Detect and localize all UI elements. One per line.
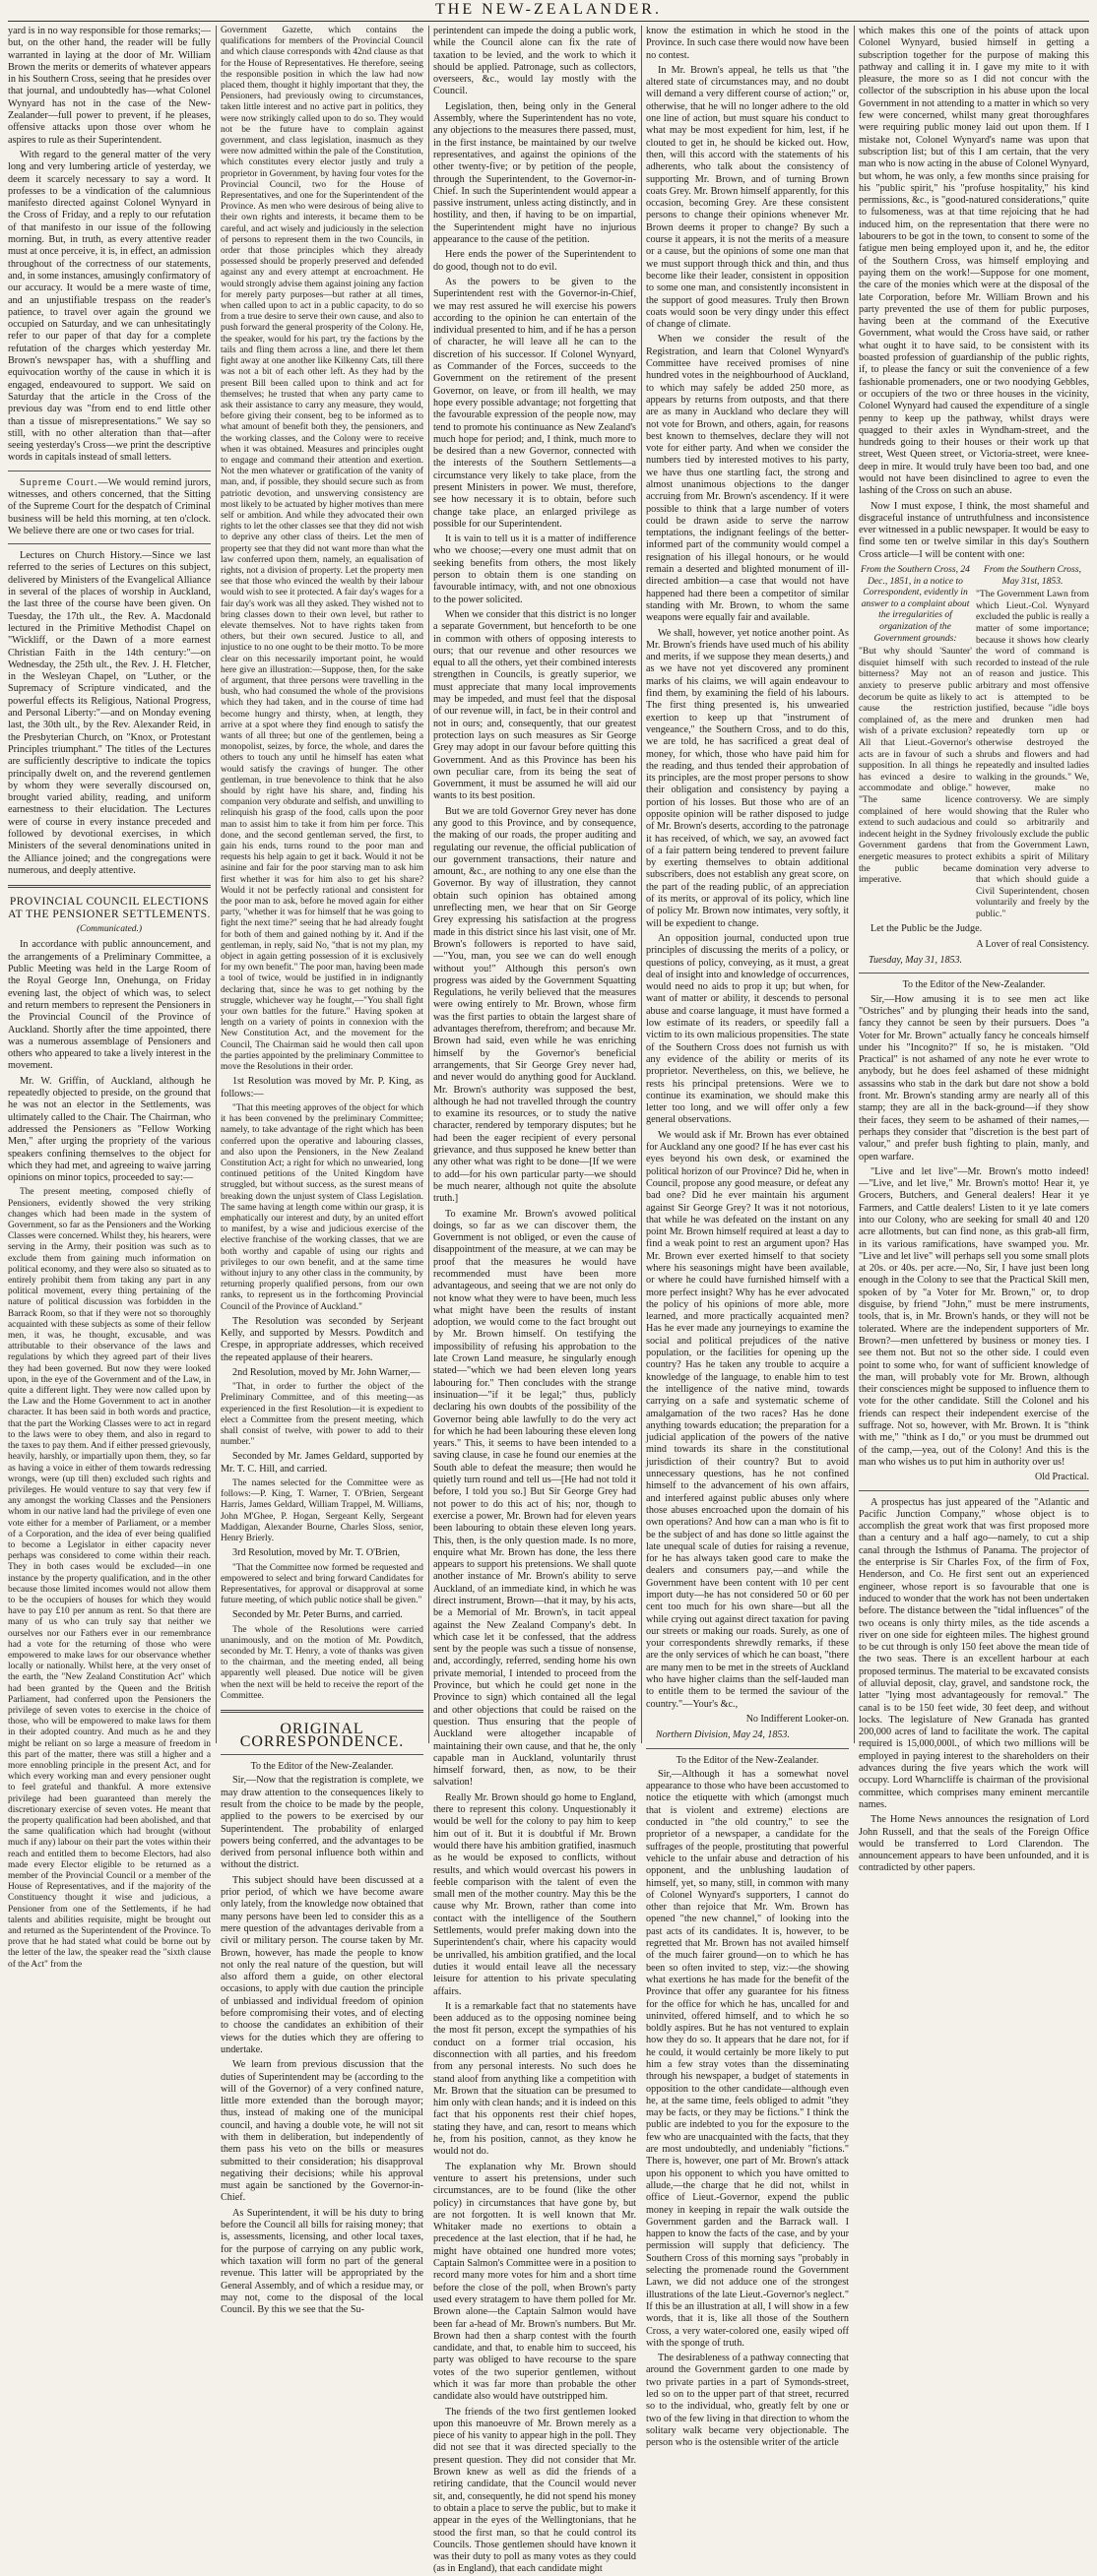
paragraph: With regard to the general matter of the very long and very lumbering article of yesterday, we deem it scarcely necessary to say a word. It professes to be a vindication of the calumnious manifesto directed against Colonel Wynyard in the Cross of Friday, and a reply to our refutation of that manifesto in our issue of the following morning. But, in truth, as every attentive reader must at once perceive, it is, in effect, an admission throughout of the correctness of our statements, and, in some instances, amusingly confirmatory of our accuracy. It would be a mere waste of time, and an unjustifiable trespass on the reader's patience, to travel over again the ground we occupied on Saturday, and we can unhesitatingly refer to our paper of that day for a complete refutation of the charges which yesterday Mr. Brown's newspaper has, with a shuffling and equivocation worthy of the cause in which it is engaged, endeavoured to support. We said on Saturday that the article in the Cross of the previous day was "from end to end little other than a tissue of misrepresentations." We say so still, with no other alteration than that—after seeing yesterday's Cross—we print the descriptive words in capitals instead of small letters. [8, 149, 211, 464]
letter-date: Tuesday, May 31, 1853. [869, 955, 962, 967]
paragraph: The Resolution was seconded by Serjeant Kelly, and supported by Messrs. Powditch and Crespe, in appropriate addresses, which received the repeated applause of their hearers. [221, 1315, 423, 1363]
paragraph: Mr. W. Griffin, of Auckland, although he repeatedly objected to preside, on the ground that he was not an elector in the Settlements, was ultimately called to the Chair. The Chairman, who addressed the Pensioners as "Fellow Working Men," after urging the propriety of the various speakers confining themselves to the object for which they had met, and agreeing to waive jarring opinions on minor topics, proceeded to say:— [8, 1075, 211, 1184]
divider [859, 973, 1089, 974]
paragraph: yard is in no way responsible for those remarks;—but, on the other hand, the reader will be fully warranted in laying at the door of Mr. William Brown the merits or demerits of whatever appears in his Southern Cross, seeing that he presides over that journal, and undoubtedly has—what Colonel Wynyard has not in the case of the New-Zealander—full power to prevent, if he pleases, offensive attacks upon those over whom he aspires to rule as their Superintendent. [8, 26, 211, 146]
comparison-right [976, 564, 1089, 919]
paragraph: To examine Mr. Brown's avowed political doings, so far as we can discover them, the Government is not obliged, or even the cause of disappointment of the measure, at we can may be proof that the measures he would have recommended must have been more advantageous, and seeing that we are not only do not know what they were to have been, much less what might have been the results of instant adoption, we would come to the fact brought out by Mr. Brown himself. On testifying the impossibility of refusing his approbation to the late Crown Land measure, he singularly enough stated—"which we had been eleven long years labouring for." Then concludes with the strange insinuation—"if it be legal;" thus, publicly declaring his own doubts of the possibility of the Governor being able lawfully to do the very act for which he had been labouring these eleven long years." This, it seems to have been intended to a saving clause, in case he found our enemies at the South able to defeat the measure; then would he quietly turn round and tell us—[He had not told it before, I told you so.] But Sir George Grey had not power to do this act of his; nor, though to exercise a power, Mr. Brown had for eleven years been labouring to obtain these eleven long years. This, then, is the only question made. Is no more, enquire what Mr. Brown has done, the less there appears to support his pretensions. We shall quote another instance of Mr. Brown's ability to serve Auckland, of an immediate kind, in which he was direct instrument, Brown—that it may, by his acts, be a Memorial of Mr. Brown's, in tacit appeal against the New Zealand Company's debt. In which case let it be confessed, that the address sent by the people was such a tissue of nonsense, and, accordingly, referred, sending home his own private memorial, I intended to proceed from the Province, but which he could get none in the Province to sign) which contained all the legal and other objections that could be raised on the question. Thus ensuring that the people of Auckland were altogether incapable of maintaining their own cause, and that he, the only capable man in Auckland, voluntarily thrust himself forward, then, as now, to be their salvation! [433, 1208, 636, 1789]
paragraph: Now I must expose, I think, the most shameful and disgraceful instance of untruthfulness and inconsistence ever witnessed in a public newspaper. It would be easy to find some ten or twelve similar in this day's Southern Cross article—I will be content with one: [859, 500, 1089, 560]
column-rule [641, 26, 642, 1743]
paragraph: Government Gazette, which contains the qualifications for members of the Provincial Council and which clause corresponds with 42nd clause as that for the House of Representatives. He therefore, seeing the responsible position in which the law had now placed them, thought it highly important that they, the Pensioners, had previously owing to circumstances, taken little interest and no active part in politics, they were now strikingly called upon to do so. They would not be the future have to complain against government, and class legislation, inasmuch as they were now admitted within the pale of the Constitution, which constitutes every elector justly and truly a proprietor in Government, by having four votes for the Provincial Council, two for the House of Representatives, and one for the Superintendent of the Province. As men who were desirous of being alive to their own rights and interests, it became them to be careful, and act wisely and judiciously in the selection of persons to represent them in the two Councils, in order that those principles which they already possessed should be properly preserved and defended against any and every attempt at encroachment. He would strongly advise them against joining any faction for merely party purposes—but rather at all times, when called upon to act in a public capacity, to do so from a true desire to serve their own cause, and also to push forward the general prosperity of the Colony. He, the speaker, would for his part, try the factions by the tails and fling them across a line, and there let them fight away at one another like Kilkenny Cats, till there was not a bit of each other left. As they had by the present Bill been called upon to think and act for themselves; he trusted that when any party came to ask their assistance to carry any measure, they would, before giving their consent, beg to be informed as to what amount of benefit both they, the pensioners, and the working classes, and the Colony were to receive when it was obtained. Measures and principles ought to engage and command their attention and exertion. Not the men whatever or gratification of the vanity of man, and, if possible, they should secure such as from patriotic devotion, and unswerving consistency are most likely to be actuated by higher motives than mere self or ambition. And while they advocated their own rights to let the other classes see that they did not wish to deprive any other class of theirs. Let the men of property see that they did not want more than what the law conferred upon them, namely, an equalisation of rights, not a division of property. Let the property men see that those who evinced the wealth by their labour would wish to see it protected. A fair day's wages for a fair day's work was all they asked. They wished not to bring classes down to their own level, but rather to elevate themselves. Not to have rights taken from others, but their own secured. Justice to all, and injustice to no one ought to be their motto. To be more clear on this necessarily important point, he would here give an illustration:—Suppose, then, for the sake of argument, that three persons were travelling in the bush, who had consumed the whole of the provisions which they had taken, and in the course of time had become hungry and thirsty, when, at length, they arrive at a spot where they find enough to satisfy the wants of all three; but one of the gentlemen, being a monopolist, seizes, by force, the whole, and dares the others to touch any until he himself has eaten what would satisfy the cravings of hunger. The other gentleman, in true benevolence to think that he also should by right have his share, and, finding his companion very obdurate and selfish, and unwilling to relinquish his grasp of the food, calls upon the poor man to assist him to take it from him per force. This done, and the second gentleman served, the first, to gain his ends, turns round to the poor man and requests his help again to get it back. Would it not be asinine and fair for the poor starving man to ask him first whether it was for him also to get his share? Would it not be perfectly rational and consistent for the poor man to ask, before he moved again for either party, "whether it was for himself that he was going to fight the next time?" seeing that he had already fought for both of them and gained nothing by it. And if the gentleman, in reply, said No, "that is not my plan, my object in again getting possession of it is exclusively for my own benefit." The poor man, having been made a tool of twice, would be justified in in indignantly declaring that, since he was to get nothing by the struggle, whichever way he fought,—"You shall fight your own battles for the future." Having spoken at length on a variety of points in connexion with the New Constitution Act, and the movement for the Council, The Chairman said he would then call upon the parties appointed by the preliminary Committee to move the Resolutions in their order. [221, 26, 423, 1073]
paragraph: Really Mr. Brown should go home to England, there to represent this colony. Unquestionably it would be well for the colony to pay him to keep him out of it. But it is doubtful if Mr. Brown would there have his ambition gratified, inasmuch as he would be exposed to conflicts, without results, and which would overcast his powers in feeble comparison with the talent of even the small men of the mother country. May this be the cause why Mr. Brown, rather than come into contact with the intelligence of the Southern Settlements, would prefer making down into the Superintendent's chair, where his capacity would be unrivalled, his ambition gratified, and the local duties it would entail leave all the necessary leisure for attention to his private speculating affairs. [433, 1791, 636, 1997]
column-1 [8, 26, 211, 1970]
paragraph: Seconded by Mr. Peter Burns, and carried. [232, 1609, 403, 1621]
letter-signature: No Indifferent Looker-on. [745, 1713, 849, 1725]
letter-address: To the Editor of the New-Zealander. [902, 979, 1046, 991]
paragraph: The names selected for the Committee were as follows:—P. King, T. Warner, T. O'Brien, Sergeant Harris, James Geldard, William Trappel, M. Williams, John M'Ghee, P. Hogan, Sergeant Kelly, Sergeant Maddigan, Alexander Bourne, Charles Sloss, senior, Henry Brierly. [221, 1478, 423, 1544]
paragraph: 1st Resolution was moved by Mr. P. King, as follows:— [221, 1076, 423, 1100]
paragraph: The desirableness of a pathway connecting that around the Government garden to one made by two private parties in a part of Symonds-street, led so on to the upper part of that street, recurred so to the individual, who, greatly felt by one or two of the few living in that direction to whom the solitary walk became very objectionable. The person who is the ostensible writer of the article [646, 2353, 849, 2449]
letter-address: To the Editor of the New-Zealander. [250, 1761, 394, 1773]
divider [8, 543, 211, 544]
comparison-heading: From the Southern Cross, May 31st, 1853. [984, 564, 1081, 587]
letter-date: Northern Division, May 24, 1853. [656, 1729, 790, 1741]
column-5 [859, 26, 1089, 1874]
paragraph: Seconded by Mr. James Geldard, supported by Mr. T. C. Hill, and carried. [221, 1451, 423, 1475]
letter-signature: A Lover of real Consistency. [976, 938, 1089, 950]
paragraph: As Superintendent, it will be his duty to bring before the Council all bills for raising money; that is, assessments, licensing, and other local taxes, for the purpose of carrying on any public work, which taxation will form no part of the general revenue. This latter will be appropriated by the General Assembly, and of which a residue may, or may not, come to the disposal of the local Council. By this we see that the Su- [221, 2207, 423, 2316]
paragraph: In Mr. Brown's appeal, he tells us that "the altered state of circumstances may, and no doubt will demand a very different course of action;" or, otherwise, that he will no longer adhere to the old one line of action, but must square his conduct to what may be most expedient for him, lest, if he clouted to get in, he should be kicked out. How, then, will this accord with the statements of his adherents, who talk about the consistency of supporting Mr. Brown, and of turning Brown coats Grey. Mr. Brown himself apparently, for this occasion, becoming Grey. Are these consistent persons to change their opinions whenever Mr. Brown deems it proper to change? By such a course it appears, it is not the merits of a measure or a cause, but the opinions of some one man that we must support through thick and thin, and thus become like their leader, consistent in opposition to some one man, and consistently inconsistent in the support of good measures. Truly then Brown coats would soon be very dingy under this effect of change of climate. [646, 64, 849, 331]
item-heading: Supreme Court. [20, 476, 98, 488]
paragraph: It is vain to tell us it is a matter of indifference who we choose;—every one must admit that on seeking benefits from others, the most likely person to obtain them is one standing on favourable intimacy, with, and not one obnoxious to the power solicited. [433, 534, 636, 605]
comparison-columns [859, 564, 1089, 919]
supreme-court-item [8, 477, 211, 537]
paragraph: Sir,—How amusing it is to see men act like "Ostriches" and by plunging their heads into the sand, fancy they cannot be seen by their pursuers. Does "a Voter for Mr. Brown" actually fancy he conceals himself under his "Incognito?" If so, he is mistaken. "Old Practical" is not ashamed of any note he ever wrote to anybody, but he does feel ashamed of these midnight assassins who stab in the dark but dare not show a bold front. Mr. Brown's standing army are nearly all of this stamp; they are all in the back-ground—if they show their faces, they seem to be ashamed of their names,—perhaps they consider that "discretion is the best part of valour," and prefer bush fighting to plain, manly, and open warfare. [859, 993, 1089, 1162]
lectures-item: Lectures on Church History.—Since we last referred to the series of Lectures on this subject, delivered by Ministers of the Evangelical Alliance in several of the places of worship in Auckland, the last three of the course have been given. On Tuesday, the 17th ult., the Rev. A. Macdonald lectured in the Primitive Methodist Chapel on "Wickliff, or the Dawn of a more earnest Christian Faith in the 14th century:"—on Wednesday, the 25th ult., the Rev. J. H. Fletcher, in the Wesleyan Chapel, on "Luther, or the Supremacy of Scripture vindicated, and the powerful effects its Religious, National Progress, and Personal Liberty:"—and on Monday evening last, the 30th ult., by the Rev. Alexander Reid, in the Presbyterian Church, on "Knox, or Protestant Principles triumphant." The titles of the Lectures are sufficiently descriptive to indicate the topics principally dwelt on, and the reverend gentlemen by whom they were severally discoursed on, brought varied ability, reading, and uniform earnestness to their elucidation. The Lectures were of course in every instance preceded and followed by devotional exercises, in which Ministers of the several denominations united in the Alliance joined; and the congregations were numerous, and deeply attentive. [8, 550, 211, 876]
comparison-quote: "But why should 'Saunter' disquiet himself with such bitterness? May not an anxiety to preserve public decorum be quite as likely to cause the restriction complained of, as the mere wish of a private exclusion? All that Lieut.-Governor's acts are in favour of such a supposition. In all things he has evinced a desire to accommodate and oblige." "The same licence complained of here would extend to such audacious and indecent height in the Sydney Government gardens that energetic measures to protect the public became imperative. [859, 646, 972, 886]
masthead: THE NEW-ZEALANDER. [435, 1, 662, 18]
paragraph: This subject should have been discussed at a prior period, of which we have become aware only lately, from the knowledge now obtained that many persons have been led to consider this as a mere question of the advantages derivable from a civil or military person. The course taken by Mr. Brown, however, has made the people to know not only the real nature of the question, but will also afford them a guide, on other electoral occasions, to apply with due caution the principle of unbiassed and individual freedom of opinion before compromising their votes, and of electing to choose the candidates an exhibition of their views for the duties which they are offering to undertake. [221, 1874, 423, 2055]
paragraph: It is a remarkable fact that no statements have been adduced as to the opposing nominee being the most fit person, except the sympathies of his conduct on a former trial occasion, his disconnection with all parties, and his freedom from any personal interests. No such does he stand aloof from anything like a competition with Mr. Brown that the situation can be presumed to him only with clean hands; and it is indeed on this fact that his opponents rest their chief hopes, stating they have, and can, resort to means which he, from his position, cannot, as they know he would not do. [433, 2000, 636, 2158]
column-rule [216, 26, 217, 1743]
comparison-heading: From the Southern Cross, 24 Dec., 1851, in a notice to Correspondent, evidently in answer to a complaint about the irregularities of organization of the Government grounds: [861, 564, 970, 644]
paragraph: "That, in order to further the object of the Preliminary Committee, and of this meeting—as experienced in the first Resolution—it is expedient to elect a Committee from the present meeting, which shall consist of twelve, with power to add to their number." [221, 1382, 423, 1448]
paragraph: The whole of the Resolutions were carried unanimously, and on the motion of Mr. Powditch, seconded by Mr. T. Henry, a vote of thanks was given to the chairman, and the meeting ended, all being apparently well pleased. Due notice will be given when the next will be held to receive the report of the Committee. [221, 1624, 423, 1701]
paragraph: The friends of the two first gentlemen looked upon this manoeuvre of Mr. Brown merely as a piece of his vanity to appear high in the poll. They did not see that it was directed specially to the present question. They did not consider that Mr. Brown knew as well as did the friends of a retiring candidate, that the Council would never sit, and, consequently, he did not spend his money to obtain a place to serve the public, but to make it appear in the eyes of the Wellingtonians, that he stood the first man, so that he could control its Councils. Those gentlemen should have known it was their duty to poll as many votes as they could (as in England), that each candidate might [433, 2406, 636, 2575]
paragraph: perintendent can impede the doing a public work, while the Council alone can fix the rate of taxation to be levied, and the work to which it should be applied. Patronage, such as collectors, overseers, &c., would lay mostly with the Council. [433, 26, 636, 97]
divider [221, 1710, 423, 1713]
divider [8, 885, 211, 888]
column-rule [854, 26, 855, 1743]
column-3 [433, 26, 636, 2575]
paragraph: An opposition journal, conducted upon true principles of discussing the merits of a policy, or questions of policy, conveying, as it must, a great deal of insight into and knowledge of occurrences, would need no aids to prop it up; but when, for want of matter or ability, it descends to personal abuse and coarse language, it must have formed a low estimate of its readers, or speedily fall a victim to its own malicious propensities. The state of the Southern Cross does not furnish us with any evidence of the ability or merits of its proprietor. Nevertheless, on this, we believe, he rests his principal pretensions. Were we to continue its examination, we should make this letter too long, and we will offer only a few general observations. [646, 932, 849, 1126]
paragraph: "Live and let live"—Mr. Brown's motto indeed! —"Live, and let live," Mr. Brown's motto! Hear it, ye Grocers, Butchers, and General dealers! Hear it ye Farmers, and Cattle dealers! Listen to it ye late comers into our Colony, who are seeking for small 40 and 120 acre allotments, but can find none, as this grab-all firm, in its various ramifications, have swamped you. Mr. "Live and let live" will perhaps sell you some small plots at 20s. or 40s. per acre.—No, Sir, I have just been long enough in the Colony to see that the Practical Skill men, spoken of by "a Voter for Mr. Brown," or, to drop disguise, by friend "John," must be mere instruments, tools, that is, in Mr. Brown's hands, or they will not be tolerated. Where are the independent supporters of Mr. Brown?—men unfettered by business or money ties. I see them not. But not so the other side. I could even point to some who, for want of sufficient knowledge of the man, will probably vote for Mr. Brown, although their consciences might be supposed to influence them to vote for the other candidate. Still the Colonel and his friends can respect their independent exercise of the suffrage. Not so, however, with Mr. Brown. It is "think with me," "think as I do," or you must be drummed out of the camp,—yea, out of the Colony! And this is the man who wishes us to put him in authority over us! [859, 1165, 1089, 1468]
paragraph: A prospectus has just appeared of the "Atlantic and Pacific Junction Company," whose object is to accomplish the great work that was first proposed more than a century and a half ago—namely, to cut a ship canal through the Isthmus of Panama. The projector of the enterprise is Sir Charles Fox, of the firm of Fox, Henderson, and Co. He first sent out an experienced engineer, whose report is so favourable that one is induced to wonder that the work has not been undertaken before. The distance between the "tidal influences" of the two oceans is only thirty miles, as the tide ascends a river on one side for eighteen miles. The highest ground to be cut through is only 150 feet above the mean tide of the two seas. There is an excellent harbour at each proposed terminus. The material to be excavated consists of alluvial deposit, clay, gravel, and sandstone rock, the latter "lying most advantageously for removal." The canal is to be 150 feet wide, 30 feet deep, and without locks. The legislature of New Granada has granted 200,000 acres of land to facilitate the work. The capital required is 15,000,000l., of which two millions will be employed in paying interest to the shareholders on their advances during the five years which the work will occupy. Lord Wharncliffe is chairman of the provisional committee, which comprises many eminent mercantile names. [859, 1496, 1089, 1810]
paragraph: which makes this one of the points of attack upon Colonel Wynyard, busied himself in getting a subscription together for the purpose of making this pathway and calling it in. I gave my mite to it with pleasure, the more so as I did not concur with the collector of the subscription in his abuse upon the local Government in not attending to a matter in which so very few were concerned, whilst many great thoroughfares were requiring public money laid out upon them. If I mistake not, Colonel Wynyard's name was upon that subscription list; but of this I am certain, that the very man who is now acting in the abuse of Colonel Wynyard, but whom, he was only, a few months since praising for his "public spirit," his "profuse hospitality," his kind permissions, &c., is "good-natured considerations," quite to fulsomeness, was at that time rejoicing that he had induced him, on the representation that there were no labourers to be got in the town, to consent to some of the fatigue men being employed upon it, and he, the editor of the Southern Cross, was himself employing and paying them on the work!—Suppose for one moment, the care of the monies which were at the disposal of the late Corporation, before Mr. William Brown and his party prevented the use of them for public purposes, having been at the command of the Executive Government, what would the Cross have said, or rather what ought it to have said, to be consistent with its boasted profession of guardianship of the public rights, if, to please the fancy or suit the convenience of a few fashionable promenaders, one or two noodying Gebbles, or occupiers of the two or three houses in the vicinity, Colonel Wynyard had caused the expenditure of a single penny to keep up the pathway, whilst drays were quagged to their axles in Wyndham-street, and the hundreds going to their houses or their work up that street, West Queen street, or Victoria-street, were knee-deep in mire. It would truly have been too bad, and one would not have been disinclined to agree to even the lashing of the Cross on such an abuse. [859, 26, 1089, 497]
column-2 [221, 26, 423, 2316]
paragraph: Here ends the power of the Superintendent to do good, though not to do evil. [433, 249, 636, 273]
paragraph: Let the Public be the Judge. [871, 923, 983, 935]
paragraph: know the estimation in which he stood in the Province. In such case there would now have been no contest. [646, 26, 849, 61]
section-heading: PROVINCIAL COUNCIL ELECTIONS AT THE PENSIONER SETTLEMENTS. [8, 896, 211, 921]
paragraph: We would ask if Mr. Brown has ever obtained for Auckland any one good? If he has ever cast his eyes beyond his own desk, or examined the political horizon of our Province? Did he, when in Council, propose any good measure, or defeat any bad one? Did he ever maintain his argument against Sir George Grey? It was it not notorious, that while he was defeated on the instant on any point Mr. Brown himself required at least a day to find a weak point to rest an argument upon? Has Mr. Brown ever exerted himself to that society where his seasonings might have been available, or where he could have furnished himself with a more perfect insight? Why has he ever advocated the policy of his opinions of more able, more learned, and more practically acquainted men? Has he ever made any journeyings to examine the social and political prejudices of the native population, or the facilities for opening up the country? Has he taken any trouble to acquire a knowledge of the language, to enable him to test the intelligence of the native mind, towards carrying on a safe and systematic scheme of amalgamation of the two races? Has he done anything towards education; the preparation for a judicial application of the powers of the native mind towards its share in the constitutional jurisdiction of their country? But to avoid unnecessary questions, has he not confined himself to the advancement of his own affairs, and interfered against public abuses only where those abuses encroached upon the domain of his own operations? And how can a man who is fit to be the subject of and has done so little against the late unequal scale of duties for raising a revenue, for he has always taken good care to make the dealers and consumers pay,—and while the Government have been content with 10 per cent import duty—he has not considered 50 or 60 per cent too much for his own share—but all the while crying out against direct taxation for paving our streets or making our roads. Surely, as one of your correspondents shrewdly remarks, if these are the only services of which he can boast, "there are many men to be met in the streets of Auckland who have higher claims than the self-lauded man to entitle them to be termed the saviour of the country."—Your's &c., [646, 1129, 849, 1710]
paragraph: Legislation, then, being only in the General Assembly, where the Superintendent has no vote, any objections to the measures there passed, must, in the first instance, be maintained by our twelve representatives, and against the opinions of the other twenty-five; or by petition of the people, through the Superintendent, to the Governor-in-Chief. In such the Superintendent would appear a passive instrument, unless acting distinctly, and in hostility, and then, if having to be on impartial, the Superintendent might have no injurious appearance to the cause of the petition. [433, 100, 636, 246]
column-rule [428, 26, 429, 1743]
paragraph: As the powers to be given to the Superintendent rest with the Governor-in-Chief, we may rest assured he will exercise his powers according to the opinion he can entertain of the individual presented to him, and if he has a person of character, he will leave all he can to the discretion of his successor. If Colonel Wynyard, as Commander of the Forces, succeeds to the Government on the retirement of the present Governor, on leave, or from ill health, we may hope every possible advantage; not forgetting that the favourable expression of the people now, may tend to promote his continuance as New Zealand's much hope for period; and, I think, much more to be desired than a new Governor, connected with the interests of the Southern Settlements—a circumstance very likely to take place, from the present Ministers in power. We must, therefore, see how necessary it is to obtain, before such change take place, an enlarged privilege as possible for our Superintendent. [433, 276, 636, 530]
item-text: —We would remind jurors, witnesses, and others concerned, that the Sitting of the Supreme Court for the despatch of Criminal business will be held this morning, at ten o'clock. We believe there are one or two cases for trial. [8, 476, 211, 536]
paragraph: The explanation why Mr. Brown should venture to assert his pretensions, under such circumstances, are to be found (like the other policy) in circumstances that have gone by, but are not forgotten. It is well known that Mr. Whitaker made no exertions to obtain a precedence at the last election, that if he had, he might have obtained one hundred more votes; Captain Salmon's Committee were in a position to record many more votes for him and a short time before the close of the poll, when Brown's party used every stratagem to have them polled for Mr. Brown alone—the Captain Salmon would have been far a-head of Mr. Brown's numbers. But Mr. Brown had then a sharp contest with the fourth candidate, and that, to enable him to succeed, his party was obliged to have recourse to the spare votes of the two superior gentlemen, without which it was far more than probable the other candidate also would have outstripped him. [433, 2161, 636, 2403]
letter-signature: Old Practical. [1035, 1472, 1089, 1483]
paragraph: In accordance with public announcement, and the arrangements of a Preliminary Committee, a Public Meeting was held in the Large Room of the Royal George Inn, Onehunga, on Friday evening last, the object of which was, to select and return members to represent the Pensioners in the Provincial Council of the Province of Auckland. Shortly after the time appointed, there was a numerous assemblage of Pensioners and others who appeared to take a lively interest in the movement. [8, 939, 211, 1072]
paragraph: The Home News announces the resignation of Lord John Russell, and that the seals of the Foreign Office would be transferred to Lord Clarendon. The announcement appears to have been unfounded, and it is contradicted by other papers. [859, 1814, 1089, 1874]
paragraph: But we are told Governor Grey never has done any good to this Province, and by consequence, the making of our roads, the proper auditing and regulating our revenue, the official publication of our government transactions, their nature and amount, &c., are nothing to any one else than the Governor. By way of illustration, they cannot obtain such opinion has obtained among unreflecting men, we hear that on Sir George Grey expressing his satisfaction at the progress made in this district since his last visit, one of Mr. Brown's followers is reported to have said,—"You, man, you see we can do well enough without you!" Although this person's own progress was aided by the Government Squatting Regulations, he verily believed that the measures were owing entirely to Mr. Brown, whose firm was the first parties to obtain the largest share of advantages therefrom, therefrom; and because Mr. Brown had said, even while he was enriching himself by the Governor's beneficial arrangements, that Sir George Grey never had, and never would do anything good for Auckland. Mr. Brown's authority was supposed the best, although he had not travelled through the country to examine its resources, or to study the native character, rendered by temporary disputes; but he had been the eager recipient of every personal grievance, and thus supposed he knew better than any other what was right to be done—[If we were to add—for his own particular party—we should be much nearer, although not quite the absolute truth.] [433, 805, 636, 1205]
paragraph: When we consider the result of the Registration, and learn that Colonel Wynyard's Committee have received promises of nine hundred votes in the neighbourhood of Auckland, to which may safely be added 250 more, as appears by returns from outposts, and that there are as many in Auckland who declare they will not vote for Brown, and others, again, for reasons best known to themselves, declare they will not vote for either party. And when we consider the numbers tied by interested motives to his party, we have thus one startling fact, the strong and almost unanimous objections to the danger accruing from Mr. Brown's ascendency. If it were possible to think that a large number of voters could be drawn aside to serve the narrow temptations, the indignant feelings of the better-informed part of the community would compel a resignation of his illegal honours, or he would remain a deserted and blighted monument of ill-directed ambition—a case that would not have happened had there been a competitor of similar standing with Mr. Brown, to whom the same weapons were equally fair and available. [646, 334, 849, 624]
subheading: (Communicated.) [76, 924, 143, 935]
paragraph: "That the Committee now formed be requested and empowered to select and bring forward Candidates for Representatives, for approval or disapproval at some future meeting, of which public notice shall be given." [221, 1562, 423, 1606]
divider [646, 1748, 849, 1749]
paragraph: "That this meeting approves of the object for which it has been convened by the preliminary Committee; namely, to take advantage of the right which has been conferred upon the operative and labouring classes, and also upon the Pensioners, in the New Zealand Constitution Act; a right for which no unwearied, long continued petitions of the United Kingdom have struggled, but without success, as the surest means of breaking down the unjust system of Class Legislation. The same having at length come within our grasp, it is emphatically our interest and duty, by an united effort to manifest, by a wise and judicious exercise of the elective franchise of the working classes, that we are both worthy and capable of using our rights and privileges to our own benefit, and at the same time without injury to any other class in the community, by returning properly qualified persons, from our own ranks, to represent us in the forthcoming Provincial Council of the Province of Auckland." [221, 1102, 423, 1312]
divider [859, 1490, 1089, 1491]
paragraph: When we consider that this district is no longer a separate Government, but henceforth to be one in common with others of opposing interests to ours; that our revenue and other resources we equal to all the others, yet their combined interests strengthen in Councils, is greatly superior, we must appreciate that many local improvements may be impeded, and must feel that the disposal of our revenue will, in fact, be in their control and not in ours; and, consequently, that our greatest protection lays on such measures as Sir George Grey may adopt in our favour before quitting this Government. And as this Province has been his own peculiar care, from its being the seat of Government, it must be assumed he will aid our wants to its best position. [433, 608, 636, 802]
paragraph: Sir,—Now that the registration is complete, we may draw attention to the consequences likely to result from the choice to be made by the people, applied to the powers to be exercised by our Superintendent. The probability of enlarged powers being conferred, and the advantages to be derived from personal influence both within and without the district. [221, 1775, 423, 1871]
paragraph: We learn from previous discussion that the duties of Superintendent may be (according to the will of the Governor) of a very confined nature, little more extended than the borough mayor; thus, instead of making one of the municipal council, and having a double vote, he will not sit with them in deliberation, but independently of them pass his veto on the bills or measures submitted to their consideration; his disapproval negativing their decisions; while his approval must again be sanctioned by the Governor-in-Chief. [221, 2059, 423, 2204]
paragraph: We shall, however, yet notice another point. As Mr. Brown's friends have used much of his ability and merits, if we suppose they mean deserts,) and as we have not yet discovered any prominent marks of his claims, we will again endeavour to find them, by examining the field of his labours. The first thing presented is, his unwearied exertion to keep up that "instrument of vengeance," the Southern Cross, and to do this, we are told, he has sacrificed a great deal of money, for which, those who have paid him for the reading, and thus tended their approbation of its principles, are the most proper persons to show their obligation and consistency by paying a portion of his losses. But those who are of an opposite opinion will be rather disposed to judge of Mr. Brown's deserts, according to the patronage it has received, of which, we say, an avowed fact of a fair pattern being tendered to prevent failure by exerting themselves to obtain additional subscribers, does not establish any great score, on the part of the reading public, of an appreciation of its merits, or approval of its policy, which line of policy Mr. Brown now intimates, very softly, it will be expedient to change. [646, 627, 849, 929]
divider [221, 1754, 423, 1755]
paragraph: The present meeting, composed chiefly of Pensioners, evidently showed the very striking changes which had been made in the system of Government, so far as the Pensioners and the Working Classes were concerned. Whilst they, his hearers, were serving in the Army, their position was such as to exclude them from gaining much information on political economy, and they were also so situated as to entirely prohibit them from taking any part in any political movement, every thing pertaining of the nature of political discussion was forbidden in the Barrack Room, so that if they were not so thoroughly acquainted with these subjects as some of their fellow men, it was, he thought, excusable, and was attributable to their observance of the laws and regulations by which they agreed part of their lives they had been governed. But now they were looked upon, in the eye of the Government and of the Law, in quite a different light. They were now called upon by the Law and the Home Government to act in another character. It has been said in both words and practice, that the part the Working Classes were to act in regard to the laws were to obey them, and also in regard to the taxes to pay them. And if either pressed grievously, heavily, harshly, or impartially upon them, they, so far as having a voice in either of them towards redressing wrongs, were (up till then) excluded such rights and privileges. He would venture to say that very few if any amongst the working Classes and the Pensioners whom in our native land had the privilege of even one vote either for a member of Parliament, or a member of a Corporation, and the idea of ever being qualified to become a Legislator in either capacity never perhaps was considered to come within their reach. They in both cases would be excluded—in one instance by the property qualification, and in the other because those limited incomes would not allow them to be the occupiers of houses for which they would have to pay £10 per annum as rent. So that there are many of us who can truly say that neither we ourselves nor our Fathers ever in our remembrance had a vote for the returning of those who were empowered to make laws for our observance whether locally or nationally. Whilst here, at the very onset of the earth, the "New Zealand Constitution Act" which had been granted by the Queen and the British Parliament, had conferred upon the Pensioners the privilege of seven votes to exercise in the choice of those, who will be empowered to make laws for them in their adopted country. And much as he and they might be reliant on so large a measure of freedom in this part of the matter, there was still a higher and a more ennobling principle in the present Act, and for which every working man and every pensioner ought to feel grateful and thankful. A more extensive privilege had been guaranteed than merely the discretionary exercise of seven votes. He meant that the property qualification had been abolished, and that the same qualification which had brought (without much if any) labour on their part the votes within their reach and entitled them to become Electors, had also made every Elector eligible to be returned as a member of the Provincial Council or a member of the House of Representatives, and if the majority of the Constituency thought it wise and judicious, a Pensioner from one of the Settlements, if he had talents and abilities requisite, might be brought out and returned as the Superintendent of the Province. To prove that he had stated what could be borne out by the letter of the law, the speaker read the "sixth clause of the Act" from the [8, 1187, 211, 1970]
comparison-quote: "The Government Lawn from which Lieut.-Col. Wynyard excluded the public is really a matter of some importance; because it shows how clearly the word of command is recorded to instead of the rule of reason and justice. This arbitrary and most offensive act is attempted to be justified, because "idle boys and drunken men had repeatedly torn up or otherwise destroyed the shrubs and flowers and had repeatedly and insulted ladies walking in the grounds." We, however, make no controversy. We are simply showing that the Ruler who could so arbitrarily and frivolously exclude the public from the Government Lawn, exhibits a spirit of Military domination very adverse to that which should guide a Civil Superintendent, chosen voluntarily and freely by the public." [976, 589, 1089, 919]
letter-address: To the Editor of the New-Zealander. [676, 1754, 819, 1766]
section-heading: ORIGINAL CORRESPONDENCE. [239, 1721, 405, 1751]
comparison-left [859, 564, 972, 919]
paragraph: 3rd Resolution, moved by Mr. T. O'Brien, [232, 1547, 401, 1559]
masthead-rule [8, 21, 1089, 22]
paragraph: 2nd Resolution, moved by Mr. John Warner,— [232, 1366, 420, 1378]
column-4 [646, 26, 849, 2449]
paragraph: Sir,—Although it has a somewhat novel appearance to those who have been accustomed to notice the etiquette with which (amongst much that is violent and extreme) elections are conducted in "the old country," to see the proprietor of a newspaper, a candidate for the suffrages of the people, prostituting that powerful vehicle to the unfair abuse and detraction of his opponent, and the unblushing laudation of himself, yet, so many, still, in common with many of Colonel Wynyard's supporters, I cannot do other than rejoice that Mr. Wm. Brown has opened "the new channel," of looking into the past acts of its candidates. It is, however, to be regretted that Mr. Brown has not availed himself of the much fairer ground—on to which he has been so often invited to step, viz:—the showing what exertions he has made for the benefit of the Province that offer any guarantee for his fitness for the office for which he has, uncalled for and uninvited, offered himself, and to which he so boldly aspires. But he has not ventured to explain how they do so. It appears that he dare not, for if he could, it would certainly be more likely to put him a few stray votes than the disseminating through his newspaper, a budget of statements in opposition to the other candidate—although even he, at the same time, feels obliged to admit "they may be facts, or they may be fictions." I think the public are indebted to you for the exposure to the few who are unacquainted with the facts, that they are most undoubtedly, and undeniably "fictions." There is, however, one part of Mr. Brown's attack upon his opponent to which you have omitted to allude,—the charge that he did not, whilst in office of Lieut.-Governor, expend the public money in keeping in repair the walk outside the Government garden and the Barrack wall. I happen to know the facts of the case, and by your permission will supply that deficiency. The Southern Cross of this morning says "probably in selecting the promenade round the Government Lawn, we did not adduce one of the strongest illustrations of the late Lieut.-Governor's neglect." If this be an illustration at all, I will show in a few words, that it is, like all those of the Southern Cross, a very water-colored one, easily wiped off with the sponge of truth. [646, 1768, 849, 2349]
